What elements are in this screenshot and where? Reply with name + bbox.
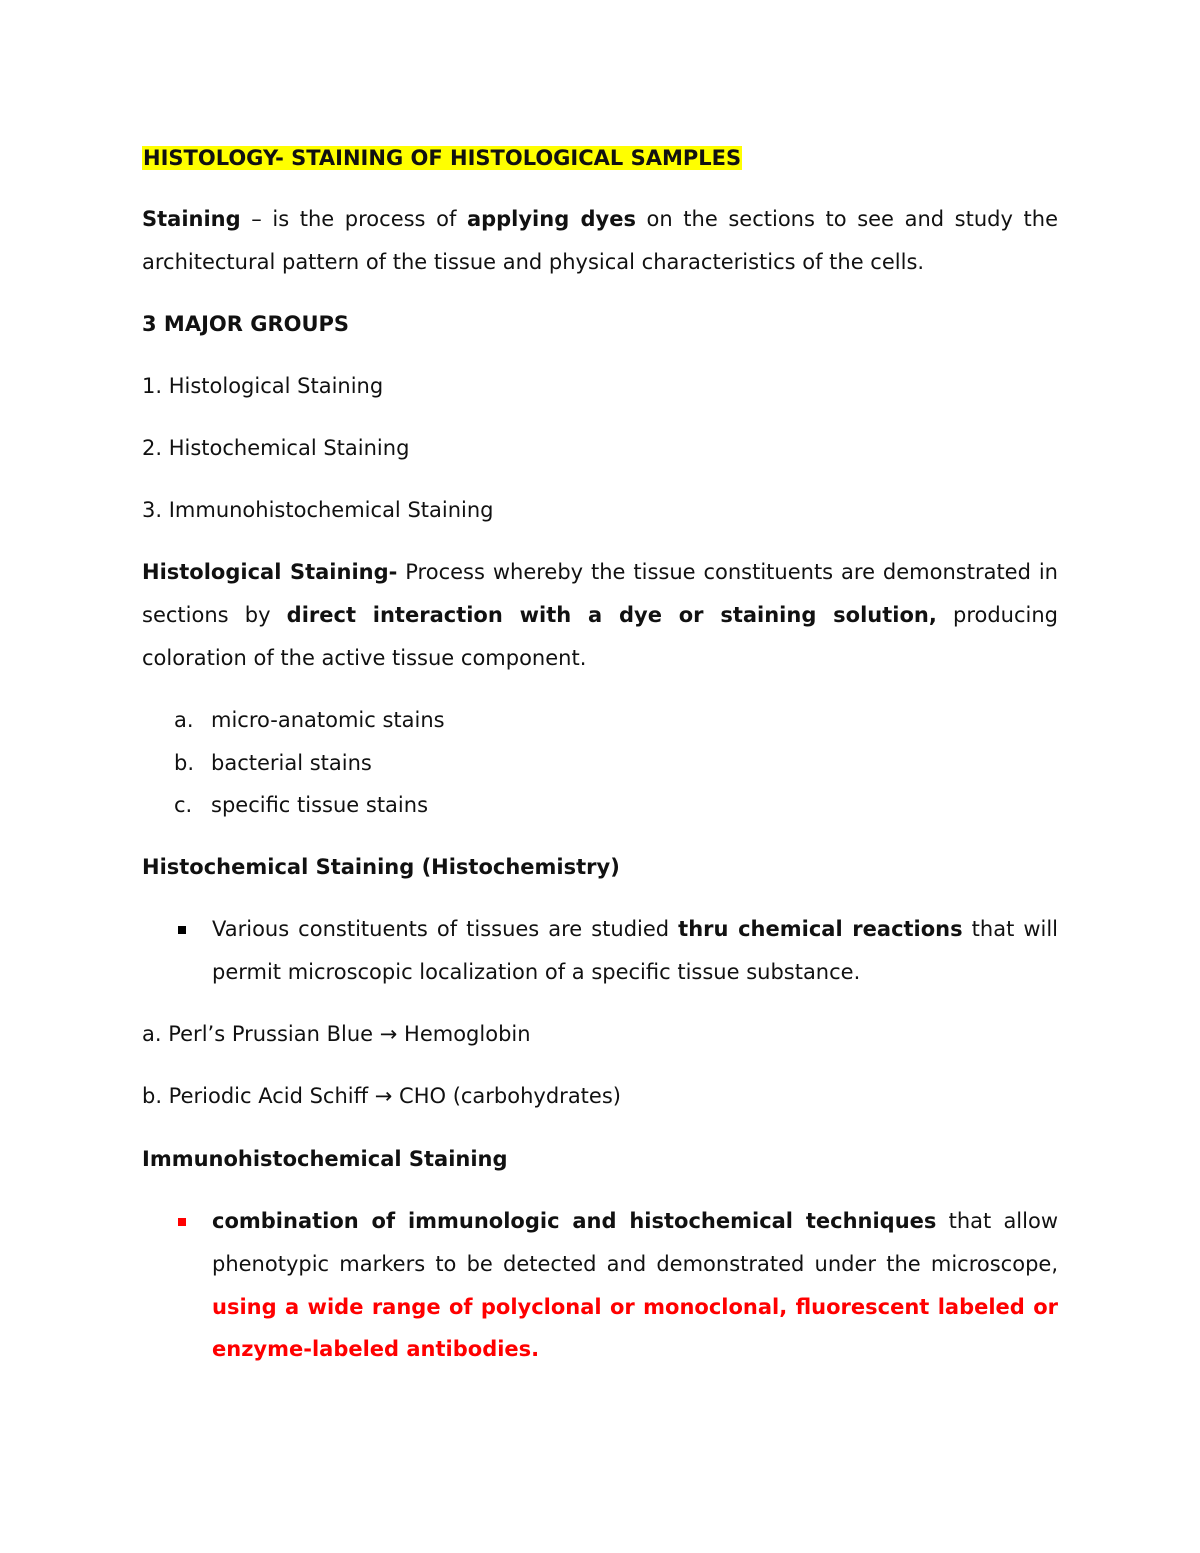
group-item: 3. Immunohistochemical Staining <box>142 498 494 522</box>
definition-term: Staining <box>142 207 241 231</box>
group-item: 1. Histological Staining <box>142 374 384 398</box>
immuno-line-1: combination of immunologic and histochemical techniques that allow <box>212 1209 1059 1233</box>
definition-line-2: architectural pattern of the tissue and physical characteristics of the cells. <box>142 250 925 274</box>
histological-line-2: sections by direct interaction with a dye or staining solution, producing <box>142 603 1059 627</box>
histochemical-heading: Histochemical Staining (Histochemistry) <box>142 855 620 879</box>
title-highlight: HISTOLOGY- STAINING OF HISTOLOGICAL SAMPLES <box>143 146 742 170</box>
square-bullet-icon <box>178 926 186 934</box>
histological-term: Histological Staining- <box>142 560 398 584</box>
square-bullet-icon <box>178 1218 186 1226</box>
list-item: a. micro-anatomic stains <box>174 708 445 732</box>
histochemical-bullet-line-2: permit microscopic localization of a specific tissue substance. <box>212 960 861 984</box>
histological-line-3: coloration of the active tissue component. <box>142 646 587 670</box>
immuno-heading: Immunohistochemical Staining <box>142 1147 508 1171</box>
list-item: c. specific tissue stains <box>174 793 429 817</box>
histochemical-bullet-line-1: Various constituents of tissues are studied thru chemical reactions that will <box>212 917 1058 941</box>
histochemical-example: a. Perl’s Prussian Blue → Hemoglobin <box>142 1022 531 1046</box>
group-item: 2. Histochemical Staining <box>142 436 410 460</box>
definition-bold: applying dyes <box>466 207 636 231</box>
definition-line-1: Staining – is the process of applying dyes on the sections to see and study the <box>142 207 1058 231</box>
list-item: b. bacterial stains <box>174 751 372 775</box>
immuno-red-line-2: enzyme-labeled antibodies. <box>212 1337 540 1361</box>
immuno-line-2: phenotypic markers to be detected and demonstrated under the microscope, <box>212 1252 1058 1276</box>
histochemical-example: b. Periodic Acid Schiff → CHO (carbohydrates) <box>142 1084 621 1108</box>
document-title <box>142 144 742 172</box>
groups-heading: 3 MAJOR GROUPS <box>142 312 350 336</box>
immuno-red-line-1: using a wide range of polyclonal or monoclonal, fluorescent labeled or <box>212 1295 1058 1319</box>
histological-line-1: Histological Staining- Process whereby the tissue constituents are demonstrated in <box>142 560 1058 584</box>
